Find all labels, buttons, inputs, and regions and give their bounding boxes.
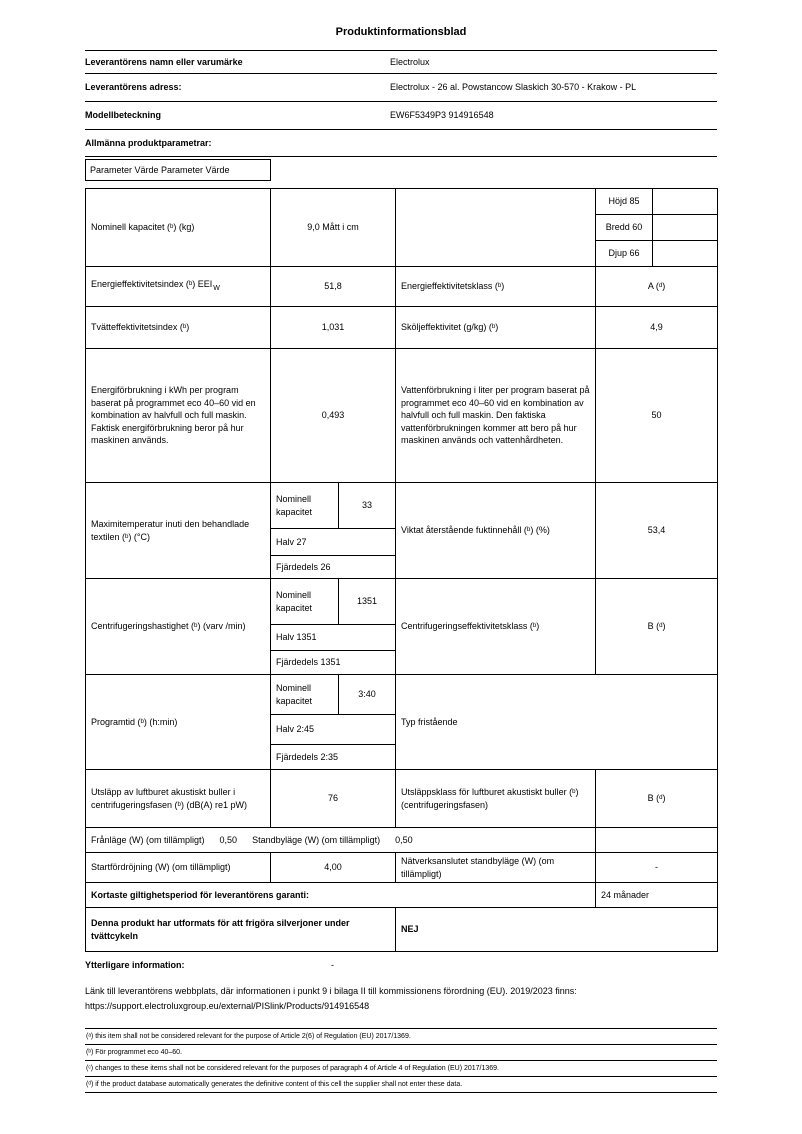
water-consumption-value: 50 — [596, 349, 718, 483]
capacity-label: Nominell kapacitet (ᵇ) (kg) — [86, 189, 271, 267]
energy-class-value: A (ᵈ) — [596, 267, 718, 307]
rinse-value: 4,9 — [596, 307, 718, 349]
dimension-height: Höjd 85 — [596, 189, 653, 215]
energy-class-label: Energieffektivitetsklass (ᵇ) — [396, 267, 596, 307]
table-row — [86, 483, 718, 529]
noise-label: Utsläpp av luftburet akustiskt buller i centrifugeringsfasen (ᵇ) (dB(A) re1 pW) — [86, 770, 271, 828]
supplier-website-link[interactable]: https://support.electroluxgroup.eu/external/PISlink/Products/914916548 — [85, 1001, 370, 1011]
off-mode-value: 0,50 — [219, 834, 238, 845]
supplier-name-value: Electrolux — [390, 51, 717, 74]
max-temp-quarter: Fjärdedels 26 — [271, 556, 396, 579]
standby-label: Standbyläge (W) (om tillämpligt) — [252, 834, 381, 845]
spin-class-value: B (ᵈ) — [596, 579, 718, 675]
table-row — [86, 307, 718, 349]
spin-speed-label: Centrifugeringshastighet (ᵇ) (varv /min) — [86, 579, 271, 675]
eei-subscript: W — [213, 284, 220, 292]
guarantee-value: 24 månader — [596, 883, 718, 908]
moisture-label: Viktat återstående fuktinnehåll (ᵇ) (%) — [396, 483, 596, 579]
dimension-width: Bredd 60 — [596, 215, 653, 241]
energy-consumption-label: Energiförbrukning i kWh per program baserat på programmet eco 40–60 vid en kombination av halvfull och full maskin. Faktisk energiförbrukning beror på hur maskinen används. — [86, 349, 271, 483]
supplier-address-value: Electrolux - 26 al. Powstancow Slaskich 30-570 - Krakow - PL — [390, 74, 717, 102]
table-row — [86, 349, 718, 483]
wash-index-label: Tvätteffektivitetsindex (ᵇ) — [86, 307, 271, 349]
energy-index-label-text: Energieffektivitetsindex (ᵇ) EEI — [91, 278, 213, 289]
power-modes-empty-cell — [596, 828, 718, 853]
table-row — [85, 51, 717, 74]
rinse-label: Sköljeffektivitet (g/kg) (ᵇ) — [396, 307, 596, 349]
noise-class-value: B (ᵈ) — [596, 770, 718, 828]
table-row — [85, 130, 717, 157]
standby-value: 0,50 — [395, 834, 413, 845]
spin-quarter: Fjärdedels 1351 — [271, 651, 396, 675]
max-temperature-label: Maximitemperatur inuti den behandlade textilen (ᵇ) (°C) — [86, 483, 271, 579]
dimension-empty-cell — [653, 241, 718, 267]
table-row — [85, 102, 717, 130]
additional-info-label: Ytterligare information: — [85, 960, 185, 970]
moisture-value: 53,4 — [596, 483, 718, 579]
table-row — [86, 579, 718, 625]
dimension-empty-cell — [653, 189, 718, 215]
guarantee-label: Kortaste giltighetsperiod för leverantörens garanti: — [86, 883, 596, 908]
spin-half: Halv 1351 — [271, 625, 396, 651]
dimension-empty-cell — [653, 215, 718, 241]
website-link-block — [85, 984, 717, 1014]
website-link-text: Länk till leverantörens webbplats, där informationen i punkt 9 i bilaga II till kommissionens förordning (EU). 2019/2023 finns: — [85, 986, 577, 996]
silver-ions-value: NEJ — [396, 908, 718, 952]
program-time-label: Programtid (ᵇ) (h:min) — [86, 675, 271, 770]
capacity-spacer-cell — [396, 189, 596, 267]
noise-value: 76 — [271, 770, 396, 828]
table-row — [86, 853, 718, 883]
network-standby-label: Nätverksanslutet standbyläge (W) (om tillämpligt) — [396, 853, 596, 883]
wash-index-value: 1,031 — [271, 307, 396, 349]
footnote-a: (ᵃ) this item shall not be considered relevant for the purpose of Article 2(6) of Regulation (EU) 2017/1369. — [85, 1029, 717, 1045]
additional-info-row — [85, 952, 717, 978]
water-consumption-label: Vattenförbrukning i liter per program baserat på programmet eco 40–60 vid en kombination av halvfull och full maskin. Den faktiska vattenförbrukningen kommer att bero på hur maskinen används och vattenhårdheten. — [396, 349, 596, 483]
max-temp-rated-label: Nominell kapacitet — [271, 483, 339, 529]
type-cell: Typ fristående — [396, 675, 718, 770]
noise-class-label: Utsläppsklass för luftburet akustiskt buller (ᵇ) (centrifugeringsfasen) — [396, 770, 596, 828]
supplier-info-table — [85, 50, 717, 157]
energy-consumption-value: 0,493 — [271, 349, 396, 483]
network-standby-value: - — [596, 853, 718, 883]
footnote-d: (ᵈ) if the product database automatically generates the definitive content of this cell the supplier shall not enter these data. — [85, 1077, 717, 1093]
general-params-header: Allmänna produktparametrar: — [85, 130, 717, 157]
energy-index-label — [86, 267, 271, 307]
off-mode-label: Frånläge (W) (om tillämpligt) — [91, 834, 205, 845]
program-rated-value: 3:40 — [339, 675, 396, 715]
max-temp-rated-value: 33 — [339, 483, 396, 529]
additional-info-value: - — [331, 960, 334, 970]
program-half: Halv 2:45 — [271, 715, 396, 745]
parameter-header-box: Parameter Värde Parameter Värde — [85, 159, 271, 181]
spin-class-label: Centrifugeringseffektivitetsklass (ᵇ) — [396, 579, 596, 675]
parameters-table — [85, 188, 718, 952]
supplier-name-label: Leverantörens namn eller varumärke — [85, 51, 390, 74]
dimension-depth: Djup 66 — [596, 241, 653, 267]
program-rated-label: Nominell kapacitet — [271, 675, 339, 715]
table-row — [86, 828, 718, 853]
power-modes-cell — [86, 828, 596, 853]
capacity-value: 9,0 Mått i cm — [271, 189, 396, 267]
silver-ions-label: Denna produkt har utformats för att frigöra silverjoner under tvättcykeln — [86, 908, 396, 952]
table-row — [86, 189, 718, 215]
spin-rated-value: 1351 — [339, 579, 396, 625]
supplier-address-label: Leverantörens adress: — [85, 74, 390, 102]
table-row — [86, 883, 718, 908]
model-identifier-value: EW6F5349P3 914916548 — [390, 102, 717, 130]
table-row — [86, 267, 718, 307]
footnote-c: (ᶜ) changes to these items shall not be considered relevant for the purposes of paragraph 4 of Article 4 of Regulation (EU) 2017/1369. — [85, 1061, 717, 1077]
spin-rated-label: Nominell kapacitet — [271, 579, 339, 625]
delay-start-label: Startfördröjning (W) (om tillämpligt) — [86, 853, 271, 883]
energy-index-value: 51,8 — [271, 267, 396, 307]
delay-start-value: 4,00 — [271, 853, 396, 883]
program-quarter: Fjärdedels 2:35 — [271, 745, 396, 770]
footnote-b: (ᵇ) För programmet eco 40–60. — [85, 1045, 717, 1061]
table-row — [86, 675, 718, 715]
max-temp-half: Halv 27 — [271, 529, 396, 556]
table-row — [85, 74, 717, 102]
footnotes — [85, 1028, 717, 1093]
table-row — [86, 908, 718, 952]
table-row — [86, 770, 718, 828]
model-identifier-label: Modellbeteckning — [85, 102, 390, 130]
page-title: Produktinformationsblad — [335, 26, 467, 38]
